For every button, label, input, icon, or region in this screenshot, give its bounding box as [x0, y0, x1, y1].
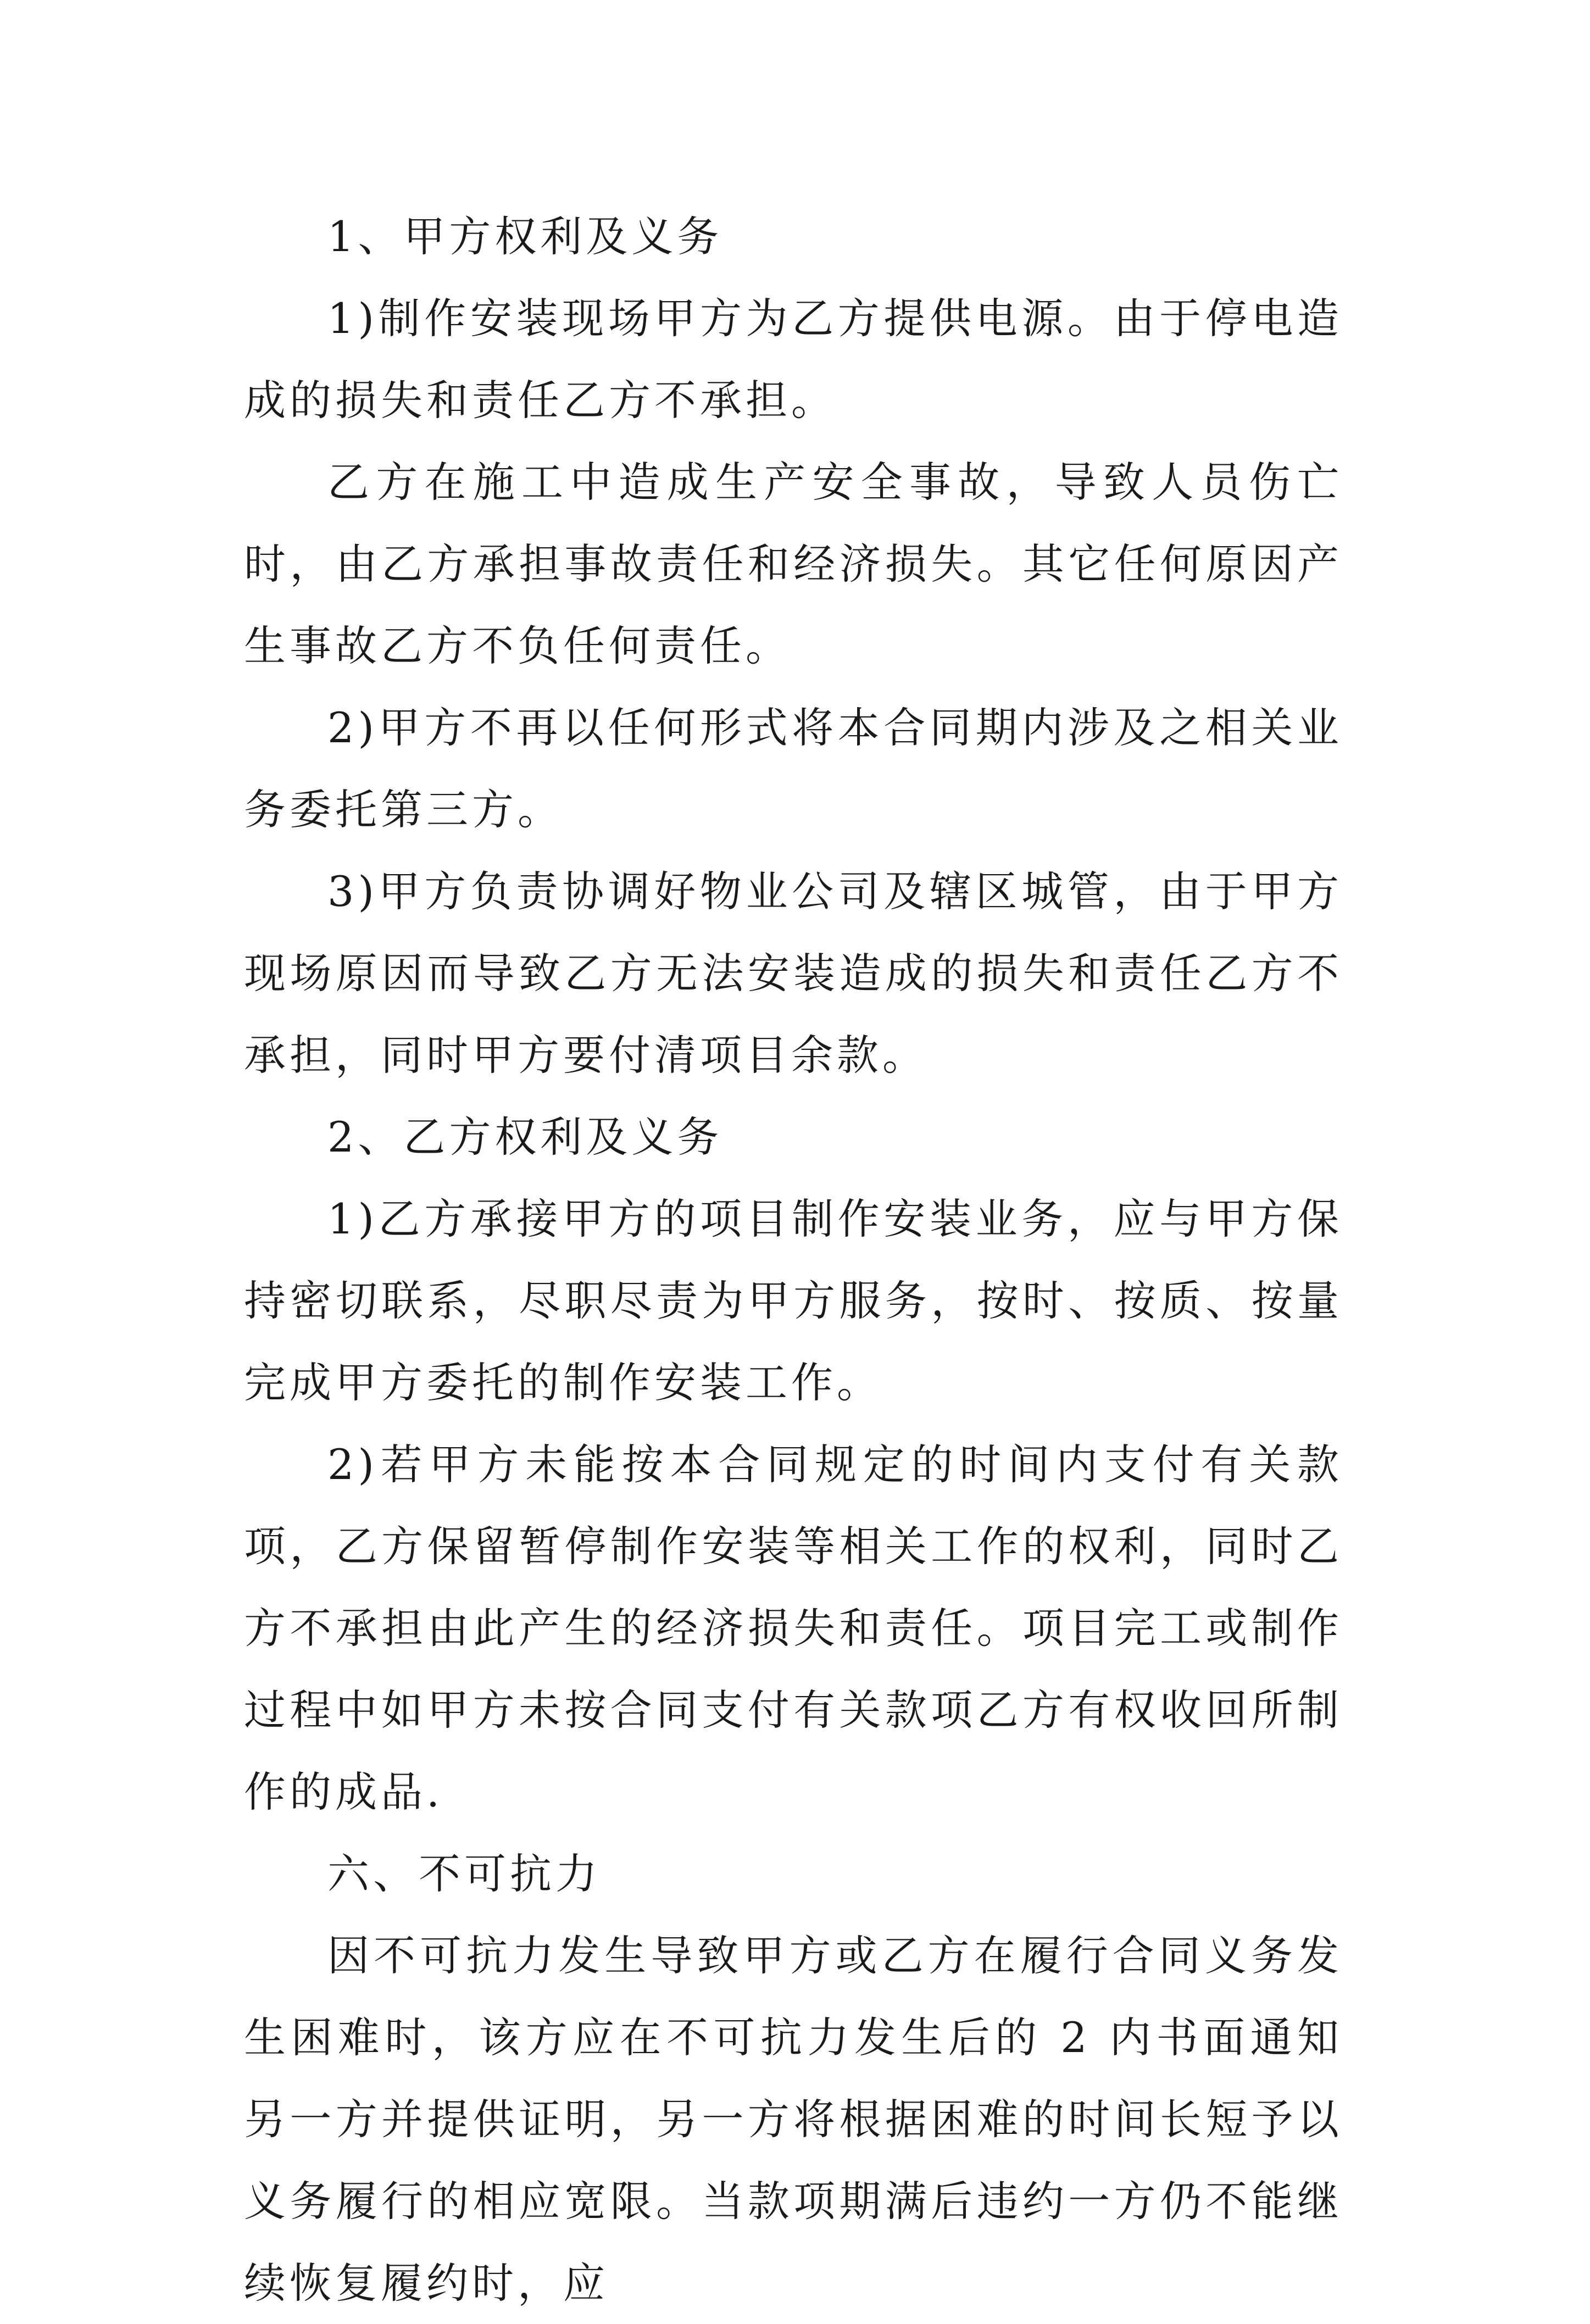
- section-heading-party-a: 1、甲方权利及义务: [327, 212, 723, 261]
- paragraph-safety-accident: 乙方在施工中造成生产安全事故，导致人员伤亡时，由乙方承担事故责任和经济损失。其它任何原因产生事故乙方不负任何责任。: [244, 458, 1343, 670]
- paragraph-b2-payment: 2)若甲方未能按本合同规定的时间内支付有关款项，乙方保留暂停制作安装等相关工作的权利，同时乙方不承担由此产生的经济损失和责任。项目完工或制作过程中如甲方未按合同支付有关款项乙方有权收回所制作的成品.: [244, 1440, 1343, 1816]
- section-heading-force-majeure: 六、不可抗力: [327, 1849, 601, 1898]
- paragraph-b1-service: 1)乙方承接甲方的项目制作安装业务，应与甲方保持密切联系，尽职尽责为甲方服务，按时、按质、按量完成甲方委托的制作安装工作。: [244, 1194, 1343, 1407]
- paragraph-a3-coordination: 3)甲方负责协调好物业公司及辖区城管，由于甲方现场原因而导致乙方无法安装造成的损失和责任乙方不承担，同时甲方要付清项目余款。: [244, 867, 1343, 1080]
- section-heading-party-b: 2、乙方权利及义务: [327, 1113, 723, 1161]
- paragraph-a1-power-supply: 1)制作安装现场甲方为乙方提供电源。由于停电造成的损失和责任乙方不承担。: [244, 294, 1343, 425]
- paragraph-force-majeure: 因不可抗力发生导致甲方或乙方在履行合同义务发生困难时，该方应在不可抗力发生后的 2 内书面通知另一方并提供证明，另一方将根据困难的时间长短予以义务履行的相应宽限。当款项期满后违约一方仍不能继续恢复履约时，应: [244, 1931, 1343, 2308]
- document-body: [244, 196, 1343, 2324]
- paragraph-a2-no-third-party: 2)甲方不再以任何形式将本合同期内涉及之相关业务委托第三方。: [244, 703, 1343, 834]
